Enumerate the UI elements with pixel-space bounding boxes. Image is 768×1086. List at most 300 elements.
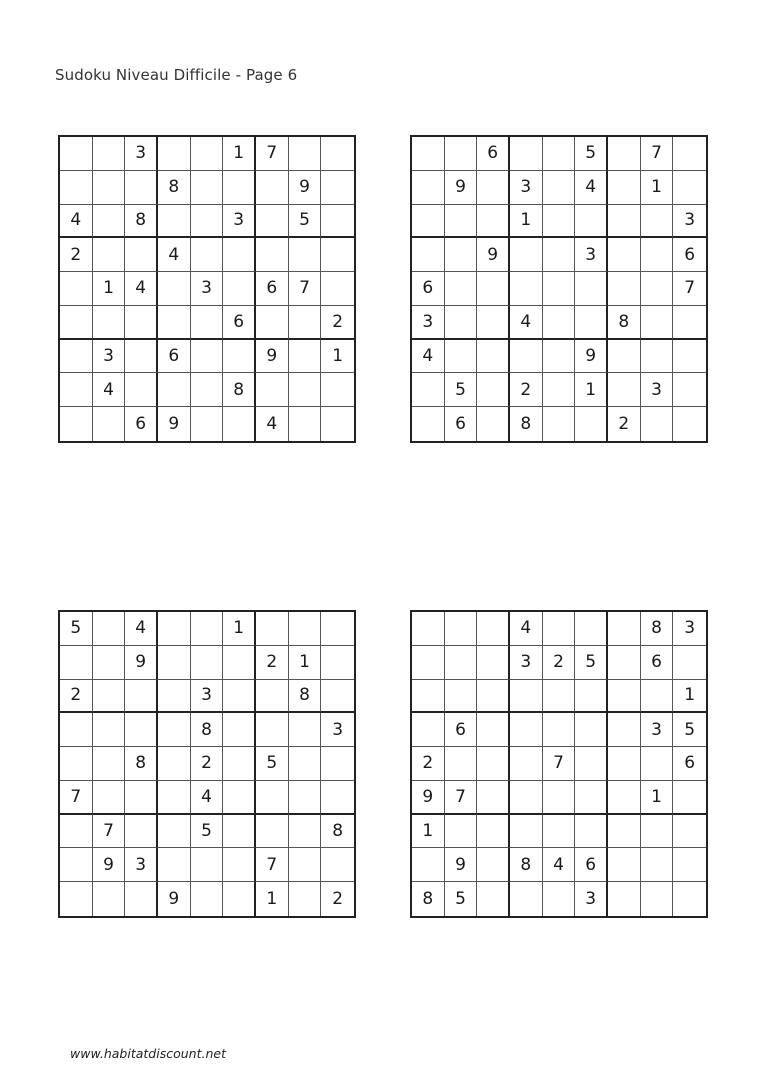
sudoku-cell: 9 (125, 646, 158, 680)
sudoku-cell (256, 238, 289, 272)
sudoku-cell (641, 340, 674, 374)
sudoku-cell (191, 238, 224, 272)
sudoku-cell (321, 407, 354, 441)
sudoku-cell (223, 646, 256, 680)
page-title: Sudoku Niveau Difficile - Page 6 (55, 66, 298, 84)
sudoku-cell (608, 340, 641, 374)
sudoku-cell: 4 (412, 340, 445, 374)
sudoku-cell (321, 781, 354, 815)
sudoku-cell (223, 713, 256, 747)
sudoku-cell (543, 272, 576, 306)
sudoku-cell (543, 781, 576, 815)
sudoku-cell (93, 238, 126, 272)
sudoku-cell (191, 646, 224, 680)
sudoku-cell: 4 (510, 306, 543, 340)
sudoku-cell: 1 (289, 646, 322, 680)
sudoku-cell: 4 (575, 171, 608, 205)
sudoku-cell (543, 882, 576, 916)
sudoku-cell (321, 646, 354, 680)
sudoku-cell: 9 (158, 882, 191, 916)
sudoku-cell (60, 747, 93, 781)
sudoku-cell: 1 (223, 612, 256, 646)
sudoku-cell (289, 137, 322, 171)
sudoku-cell: 4 (93, 373, 126, 407)
sudoku-cell (412, 680, 445, 714)
sudoku-cell (93, 781, 126, 815)
sudoku-cell: 3 (673, 205, 706, 239)
sudoku-cell (289, 306, 322, 340)
sudoku-cell (289, 815, 322, 849)
sudoku-cell: 4 (158, 238, 191, 272)
sudoku-cell (289, 407, 322, 441)
sudoku-cell (608, 680, 641, 714)
sudoku-cell (477, 340, 510, 374)
sudoku-cell: 6 (445, 713, 478, 747)
sudoku-cell (641, 205, 674, 239)
sudoku-cell (289, 340, 322, 374)
sudoku-cell (158, 137, 191, 171)
sudoku-cell (477, 171, 510, 205)
sudoku-cell (60, 137, 93, 171)
sudoku-cell (158, 306, 191, 340)
sudoku-cell (93, 407, 126, 441)
sudoku-grid-4 (410, 610, 708, 918)
sudoku-cell: 4 (256, 407, 289, 441)
sudoku-cell (445, 238, 478, 272)
sudoku-cell (191, 373, 224, 407)
sudoku-cell (60, 646, 93, 680)
sudoku-cell: 8 (321, 815, 354, 849)
sudoku-cell (477, 407, 510, 441)
sudoku-cell (641, 272, 674, 306)
sudoku-cell (93, 612, 126, 646)
sudoku-cell (93, 646, 126, 680)
sudoku-cell (289, 373, 322, 407)
sudoku-cell: 2 (510, 373, 543, 407)
sudoku-cell (445, 612, 478, 646)
sudoku-cell (256, 680, 289, 714)
sudoku-cell: 6 (445, 407, 478, 441)
sudoku-cell (641, 306, 674, 340)
sudoku-cell: 6 (223, 306, 256, 340)
sudoku-cell (477, 205, 510, 239)
sudoku-cell (445, 205, 478, 239)
sudoku-cell (191, 205, 224, 239)
sudoku-cell: 2 (332, 889, 344, 910)
sudoku-cell (125, 171, 158, 205)
sudoku-cell: 2 (191, 747, 224, 781)
sudoku-cell (125, 882, 158, 916)
sudoku-cell: 7 (60, 781, 93, 815)
sudoku-cell (125, 373, 158, 407)
sudoku-cell (477, 612, 510, 646)
sudoku-cell (575, 612, 608, 646)
sudoku-cell: 6 (641, 646, 674, 680)
sudoku-cell (543, 373, 576, 407)
sudoku-cell: 2 (321, 306, 354, 340)
sudoku-cell (608, 781, 641, 815)
sudoku-cell: 5 (575, 646, 608, 680)
sudoku-cell (289, 713, 322, 747)
sudoku-cell (445, 680, 478, 714)
sudoku-cell (412, 171, 445, 205)
sudoku-cell (673, 848, 706, 882)
sudoku-cell: 8 (608, 306, 641, 340)
sudoku-cell: 3 (575, 238, 608, 272)
sudoku-cell: 4 (191, 781, 224, 815)
sudoku-cell (93, 306, 126, 340)
sudoku-cell (575, 272, 608, 306)
sudoku-cell (608, 205, 641, 239)
sudoku-cell (510, 340, 543, 374)
sudoku-cell: 7 (641, 137, 674, 171)
sudoku-cell (445, 340, 478, 374)
sudoku-cell (575, 781, 608, 815)
sudoku-cell: 5 (256, 747, 289, 781)
sudoku-cell (608, 373, 641, 407)
sudoku-cell (256, 306, 289, 340)
sudoku-cell: 4 (510, 612, 543, 646)
sudoku-cell: 5 (575, 137, 608, 171)
sudoku-cell (223, 680, 256, 714)
sudoku-cell: 7 (445, 781, 478, 815)
sudoku-cell (321, 171, 354, 205)
sudoku-cell: 8 (510, 848, 543, 882)
sudoku-cell (191, 137, 224, 171)
sudoku-cell (60, 171, 93, 205)
sudoku-cell: 9 (477, 238, 510, 272)
sudoku-cell (543, 306, 576, 340)
sudoku-cell: 4 (125, 612, 158, 646)
sudoku-cell (60, 272, 93, 306)
sudoku-cell (289, 238, 322, 272)
sudoku-cell (125, 815, 158, 849)
sudoku-cell (673, 646, 706, 680)
sudoku-cell (223, 272, 256, 306)
sudoku-cell (445, 646, 478, 680)
sudoku-cell (641, 848, 674, 882)
sudoku-cell (256, 171, 289, 205)
sudoku-cell: 9 (575, 340, 608, 374)
sudoku-cell (641, 747, 674, 781)
sudoku-cell (543, 171, 576, 205)
sudoku-cell (477, 713, 510, 747)
sudoku-cell (191, 848, 224, 882)
sudoku-cell: 3 (641, 713, 674, 747)
sudoku-cell (93, 680, 126, 714)
sudoku-cell (223, 747, 256, 781)
sudoku-cell (510, 680, 543, 714)
sudoku-cell (223, 238, 256, 272)
sudoku-cell (93, 713, 126, 747)
sudoku-cell (223, 815, 256, 849)
sudoku-cell: 7 (93, 815, 126, 849)
sudoku-cell (673, 882, 706, 916)
sudoku-cell (477, 373, 510, 407)
sudoku-cell (93, 205, 126, 239)
sudoku-cell (256, 612, 289, 646)
sudoku-cell (289, 612, 322, 646)
sudoku-cell (608, 882, 641, 916)
sudoku-cell: 9 (158, 407, 191, 441)
sudoku-cell (321, 238, 354, 272)
sudoku-cell (510, 137, 543, 171)
sudoku-cell (641, 815, 674, 849)
sudoku-cell: 3 (125, 848, 158, 882)
sudoku-cell (477, 815, 510, 849)
sudoku-cell: 6 (575, 848, 608, 882)
sudoku-cell (608, 815, 641, 849)
sudoku-cell (223, 781, 256, 815)
sudoku-cell (477, 781, 510, 815)
sudoku-cell (321, 205, 354, 239)
sudoku-cell: 3 (93, 340, 126, 374)
sudoku-grid-3 (58, 610, 356, 918)
sudoku-cell (158, 680, 191, 714)
sudoku-cell (608, 238, 641, 272)
sudoku-cell (256, 713, 289, 747)
sudoku-cell: 3 (641, 373, 674, 407)
sudoku-cell: 9 (445, 848, 478, 882)
sudoku-cell: 1 (223, 137, 256, 171)
sudoku-cell (575, 205, 608, 239)
sudoku-cell (575, 713, 608, 747)
sudoku-cell (608, 171, 641, 205)
sudoku-cell (191, 306, 224, 340)
sudoku-cell (445, 137, 478, 171)
sudoku-cell (191, 612, 224, 646)
sudoku-cell (321, 373, 354, 407)
sudoku-cell (223, 407, 256, 441)
sudoku-cell (223, 882, 256, 916)
sudoku-cell (125, 781, 158, 815)
sudoku-cell: 6 (412, 272, 445, 306)
sudoku-cell: 4 (125, 272, 158, 306)
sudoku-cell: 8 (191, 713, 224, 747)
sudoku-cell (412, 407, 445, 441)
sudoku-cell (93, 137, 126, 171)
sudoku-cell: 1 (641, 171, 674, 205)
sudoku-cell: 5 (673, 713, 706, 747)
sudoku-cell (125, 713, 158, 747)
sudoku-cell (575, 306, 608, 340)
sudoku-cell (158, 713, 191, 747)
sudoku-cell (673, 306, 706, 340)
sudoku-cell (543, 340, 576, 374)
sudoku-cell (223, 848, 256, 882)
sudoku-cell (223, 171, 256, 205)
sudoku-cell: 6 (125, 407, 158, 441)
sudoku-cell (608, 272, 641, 306)
sudoku-cell (93, 882, 126, 916)
sudoku-cell (608, 713, 641, 747)
sudoku-cell (289, 882, 322, 916)
sudoku-cell (93, 747, 126, 781)
sudoku-cell (289, 781, 322, 815)
sudoku-cell (673, 373, 706, 407)
sudoku-cell (412, 373, 445, 407)
sudoku-cell (412, 848, 445, 882)
sudoku-cell (158, 612, 191, 646)
sudoku-cell (412, 205, 445, 239)
sudoku-cell (477, 747, 510, 781)
sudoku-cell (412, 612, 445, 646)
sudoku-cell: 3 (223, 205, 256, 239)
sudoku-cell: 6 (256, 272, 289, 306)
sudoku-cell (125, 306, 158, 340)
sudoku-cell (256, 205, 289, 239)
sudoku-cell: 9 (445, 171, 478, 205)
sudoku-cell: 2 (256, 646, 289, 680)
sudoku-cell (256, 815, 289, 849)
sudoku-cell: 1 (321, 340, 354, 374)
sudoku-cell (223, 340, 256, 374)
sudoku-cell (543, 205, 576, 239)
sudoku-cell: 9 (93, 848, 126, 882)
sudoku-cell: 9 (256, 340, 289, 374)
sudoku-cell: 1 (93, 272, 126, 306)
sudoku-cell (60, 373, 93, 407)
sudoku-cell (445, 306, 478, 340)
sudoku-cell (673, 171, 706, 205)
sudoku-cell (510, 713, 543, 747)
sudoku-cell (575, 747, 608, 781)
sudoku-cell (256, 781, 289, 815)
sudoku-cell: 7 (256, 137, 289, 171)
sudoku-cell (321, 137, 354, 171)
sudoku-cell (510, 815, 543, 849)
sudoku-cell (641, 407, 674, 441)
sudoku-cell: 7 (256, 848, 289, 882)
sudoku-cell: 2 (608, 407, 641, 441)
sudoku-cell (445, 815, 478, 849)
sudoku-cell (321, 747, 354, 781)
sudoku-cell (445, 747, 478, 781)
sudoku-grid-2 (410, 135, 708, 443)
sudoku-cell: 2 (543, 646, 576, 680)
sudoku-cell: 8 (510, 407, 543, 441)
sudoku-cell: 6 (673, 747, 706, 781)
sudoku-cell: 1 (673, 680, 706, 714)
sudoku-cell (60, 815, 93, 849)
sudoku-cell: 1 (641, 781, 674, 815)
sudoku-cell (158, 781, 191, 815)
sudoku-cell (125, 340, 158, 374)
sudoku-cell: 5 (191, 815, 224, 849)
sudoku-cell (510, 272, 543, 306)
sudoku-cell: 8 (125, 747, 158, 781)
sudoku-cell (289, 848, 322, 882)
sudoku-cell: 7 (289, 272, 322, 306)
sudoku-cell (608, 137, 641, 171)
sudoku-cell (60, 882, 93, 916)
sudoku-cell: 7 (543, 747, 576, 781)
sudoku-cell: 3 (321, 713, 354, 747)
sudoku-cell: 3 (191, 680, 224, 714)
sudoku-cell: 8 (158, 171, 191, 205)
sudoku-cell (510, 747, 543, 781)
sudoku-cell: 8 (641, 612, 674, 646)
sudoku-cell (158, 205, 191, 239)
sudoku-cell: 9 (412, 781, 445, 815)
sudoku-cell: 3 (191, 272, 224, 306)
sudoku-cell (256, 373, 289, 407)
sudoku-cell: 3 (673, 612, 706, 646)
sudoku-cell (641, 680, 674, 714)
sudoku-cell (575, 407, 608, 441)
sudoku-cell (158, 272, 191, 306)
sudoku-cell (321, 848, 354, 882)
website-url: www.habitatdiscount.net (70, 1046, 226, 1061)
sudoku-cell (158, 747, 191, 781)
sudoku-cell (510, 882, 543, 916)
sudoku-cell (608, 848, 641, 882)
sudoku-cell (125, 680, 158, 714)
sudoku-cell (673, 781, 706, 815)
sudoku-cell (60, 713, 93, 747)
sudoku-cell (191, 407, 224, 441)
sudoku-cell (543, 612, 576, 646)
sudoku-cell (412, 137, 445, 171)
sudoku-cell: 1 (412, 815, 445, 849)
sudoku-cell (158, 373, 191, 407)
sudoku-cell (673, 407, 706, 441)
sudoku-cell: 8 (412, 882, 445, 916)
sudoku-cell: 7 (673, 272, 706, 306)
sudoku-cell (191, 171, 224, 205)
sudoku-cell (543, 137, 576, 171)
sudoku-cell (608, 612, 641, 646)
sudoku-cell (191, 882, 224, 916)
sudoku-cell (125, 238, 158, 272)
sudoku-cell (60, 848, 93, 882)
sudoku-cell: 1 (510, 205, 543, 239)
sudoku-cell (477, 680, 510, 714)
sudoku-cell: 5 (445, 373, 478, 407)
sudoku-cell: 8 (125, 205, 158, 239)
sudoku-cell (510, 238, 543, 272)
sudoku-cell (412, 646, 445, 680)
sudoku-cell: 2 (412, 747, 445, 781)
sudoku-cell (608, 646, 641, 680)
sudoku-cell (158, 848, 191, 882)
sudoku-cell (158, 815, 191, 849)
sudoku-cell (158, 646, 191, 680)
sudoku-cell (321, 680, 354, 714)
sudoku-cell: 5 (60, 612, 93, 646)
sudoku-cell: 2 (60, 680, 93, 714)
sudoku-cell (543, 680, 576, 714)
sudoku-cell: 9 (289, 171, 322, 205)
sudoku-cell: 3 (575, 882, 608, 916)
sudoku-cell (543, 713, 576, 747)
sudoku-cell (412, 713, 445, 747)
sudoku-cell: 1 (256, 882, 289, 916)
sudoku-grid-1 (58, 135, 356, 443)
sudoku-cell (543, 238, 576, 272)
sudoku-cell (60, 407, 93, 441)
sudoku-cell: 4 (543, 848, 576, 882)
sudoku-cell (477, 272, 510, 306)
sudoku-cell (445, 272, 478, 306)
sudoku-cell (673, 137, 706, 171)
sudoku-cell: 6 (477, 137, 510, 171)
sudoku-cell (477, 306, 510, 340)
sudoku-cell: 8 (223, 373, 256, 407)
sudoku-cell (543, 815, 576, 849)
sudoku-cell: 3 (510, 646, 543, 680)
sudoku-cell (191, 340, 224, 374)
